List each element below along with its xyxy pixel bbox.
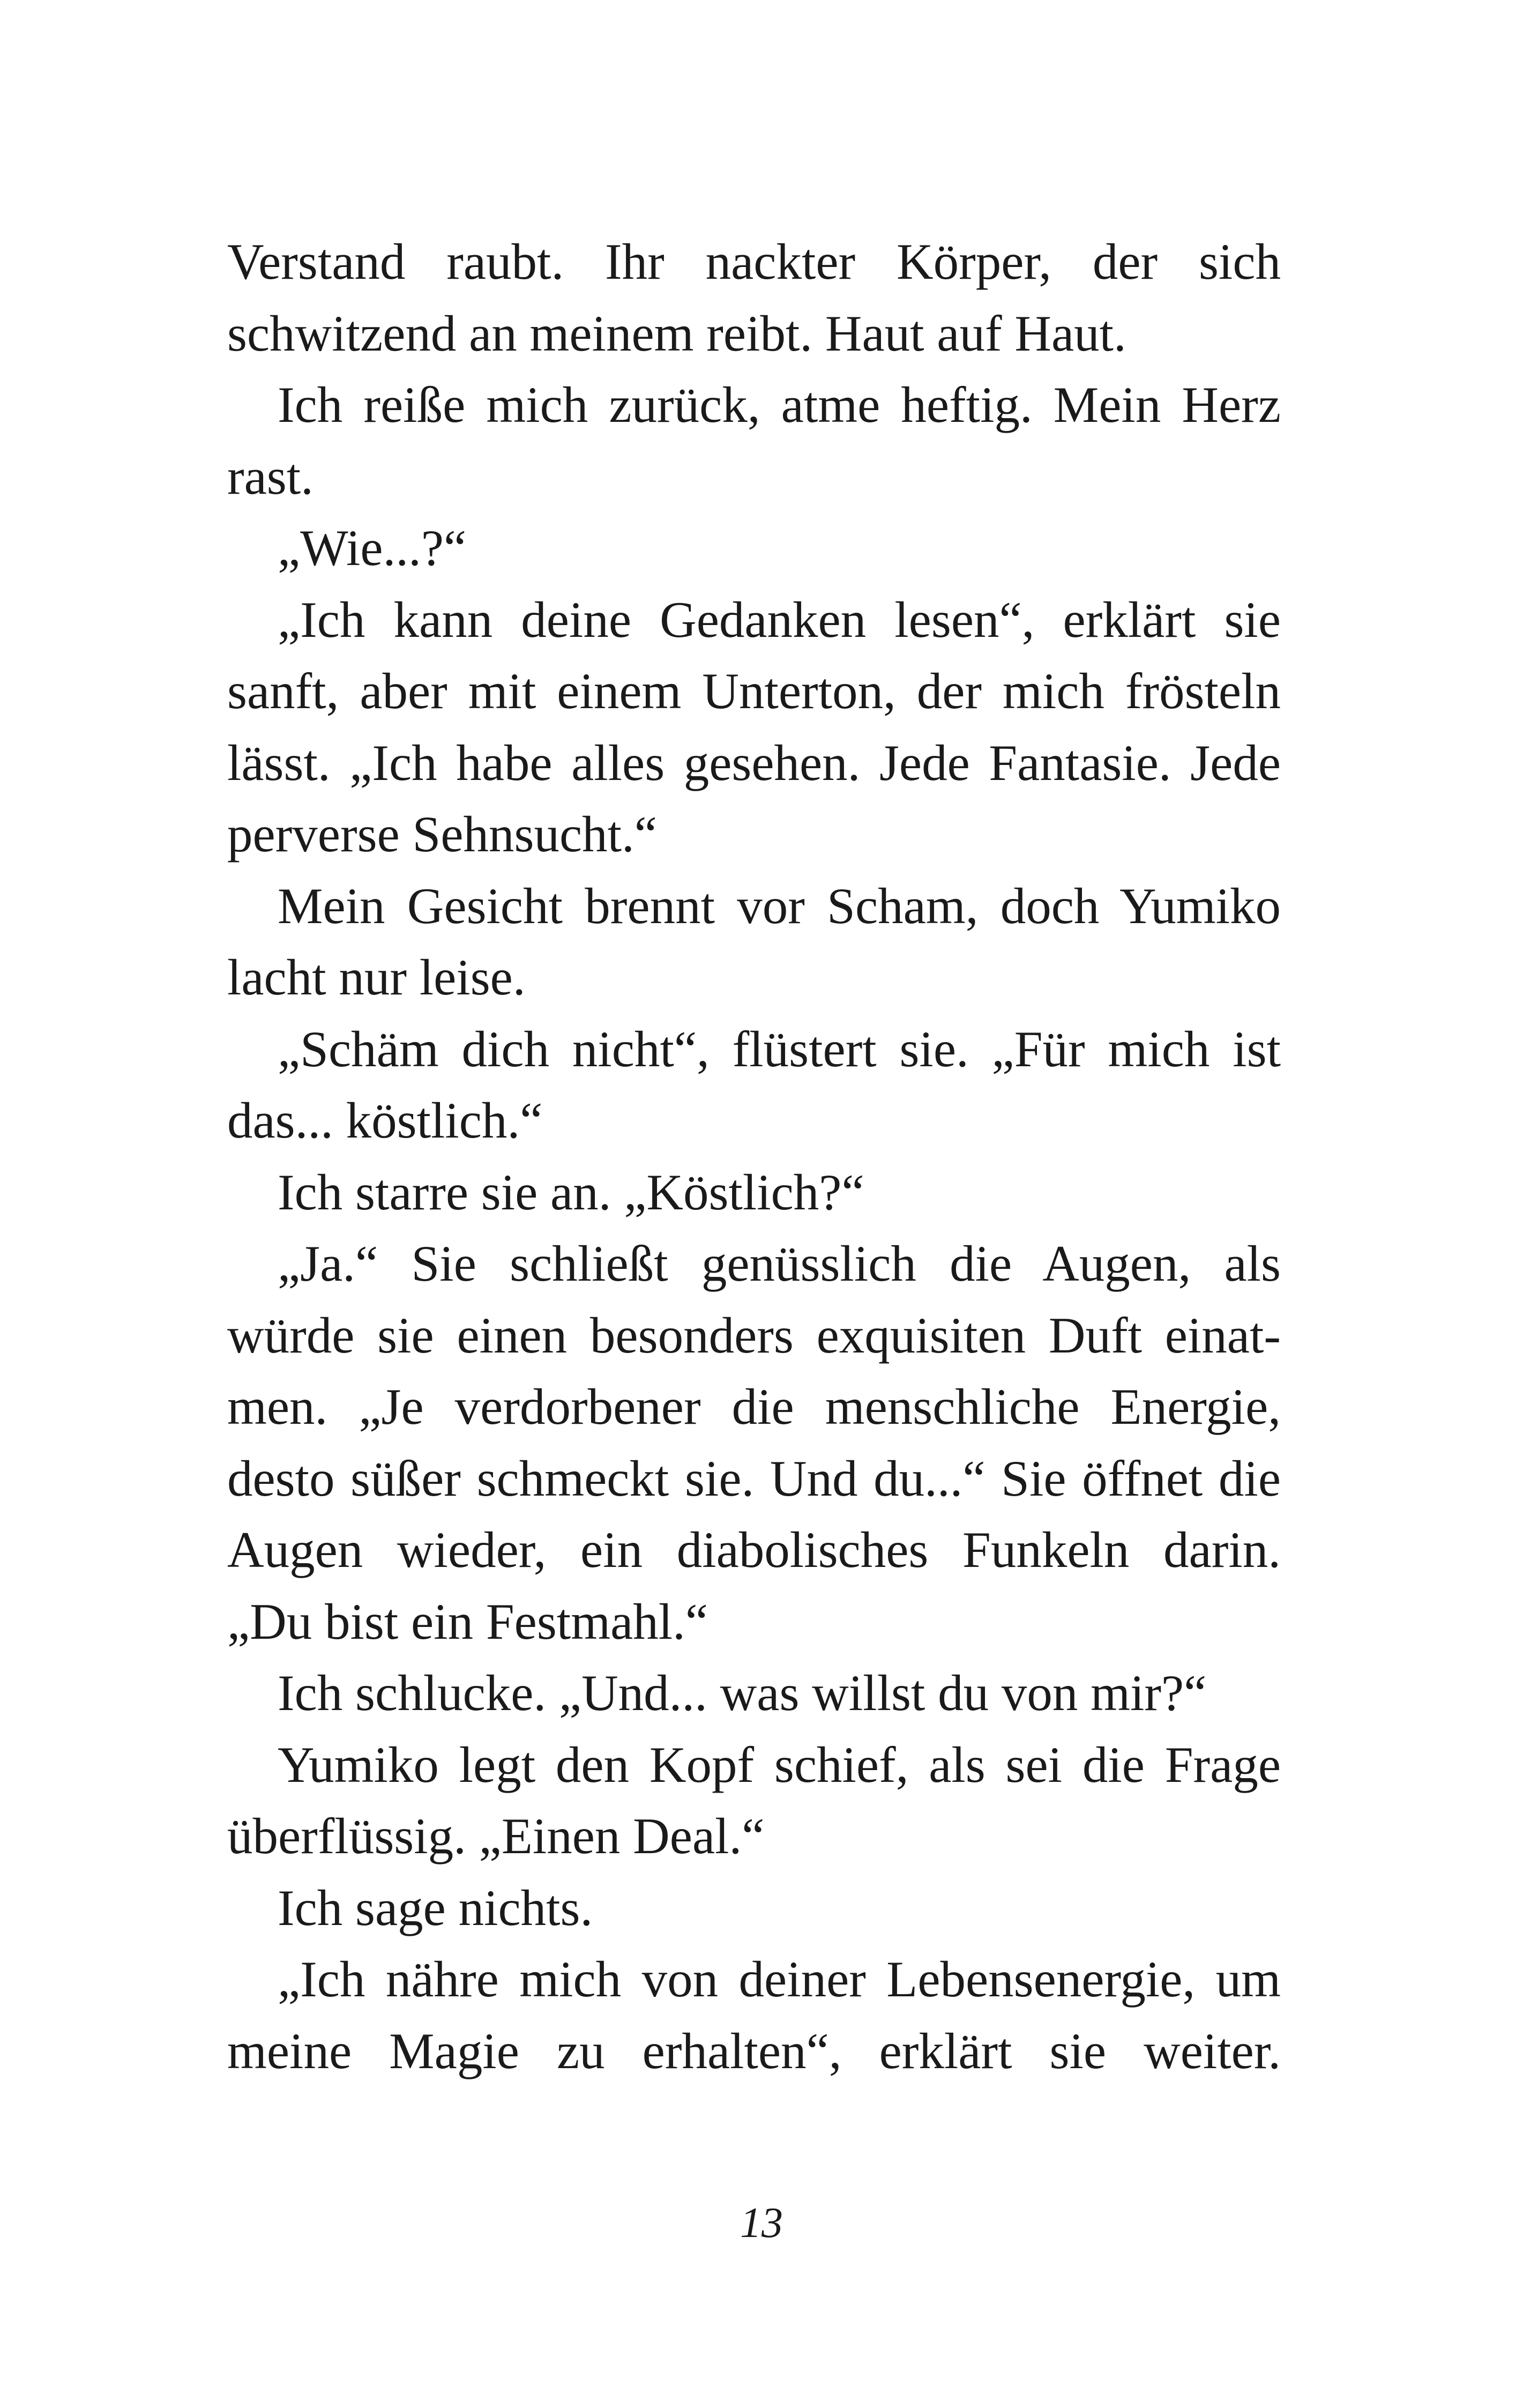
text-line: „Wie...?“	[278, 519, 467, 576]
text-line: lässt. „Ich habe alles gesehen. Jede Fantasie. Jede	[227, 734, 1281, 791]
text-line: Ich starre sie an. „Köstlich?“	[278, 1163, 864, 1221]
text-line: Ich sage nichts.	[278, 1879, 593, 1936]
text-line: „Du bist ein Festmahl.“	[227, 1593, 708, 1650]
text-line: Ich schlucke. „Und... was willst du von mir?“	[278, 1664, 1207, 1721]
text-line: Verstand raubt. Ihr nackter Körper, der sich	[227, 233, 1281, 290]
text-line: schwitzend an meinem reibt. Haut auf Haut.	[227, 304, 1126, 362]
text-line: „Schäm dich nicht“, flüstert sie. „Für mich ist	[278, 1020, 1281, 1077]
text-line: meine Magie zu erhalten“, erklärt sie weiter.	[227, 2022, 1281, 2079]
text-line: Mein Gesicht brennt vor Scham, doch Yumiko	[278, 877, 1281, 934]
page-number: 13	[740, 2199, 783, 2247]
text-line: rast.	[227, 448, 313, 505]
text-line: „Ich nähre mich von deiner Lebensenergie, um	[278, 1951, 1281, 2008]
text-line: sanft, aber mit einem Unterton, der mich frösteln	[227, 663, 1281, 719]
text-line: perverse Sehnsucht.“	[227, 806, 657, 863]
text-line: würde sie einen besonders exquisiten Duft einat-	[227, 1306, 1281, 1364]
text-line: Yumiko legt den Kopf schief, als sei die Frage	[278, 1736, 1281, 1793]
text-line: überflüssig. „Einen Deal.“	[227, 1808, 765, 1864]
text-line: das... köstlich.“	[227, 1092, 543, 1149]
text-line: desto süßer schmeckt sie. Und du...“ Sie öffnet die	[227, 1450, 1281, 1507]
text-line: Augen wieder, ein diabolisches Funkeln darin.	[227, 1521, 1281, 1578]
text-line: „Ich kann deine Gedanken lesen“, erklärt sie	[278, 591, 1281, 648]
text-line: Ich reiße mich zurück, atme heftig. Mein Herz	[278, 376, 1281, 433]
text-line: men. „Je verdorbener die menschliche Energie,	[227, 1378, 1281, 1435]
text-line: lacht nur leise.	[227, 949, 526, 1006]
book-page-body	[227, 226, 1281, 2087]
text-line: „Ja.“ Sie schließt genüsslich die Augen, als	[278, 1235, 1281, 1292]
